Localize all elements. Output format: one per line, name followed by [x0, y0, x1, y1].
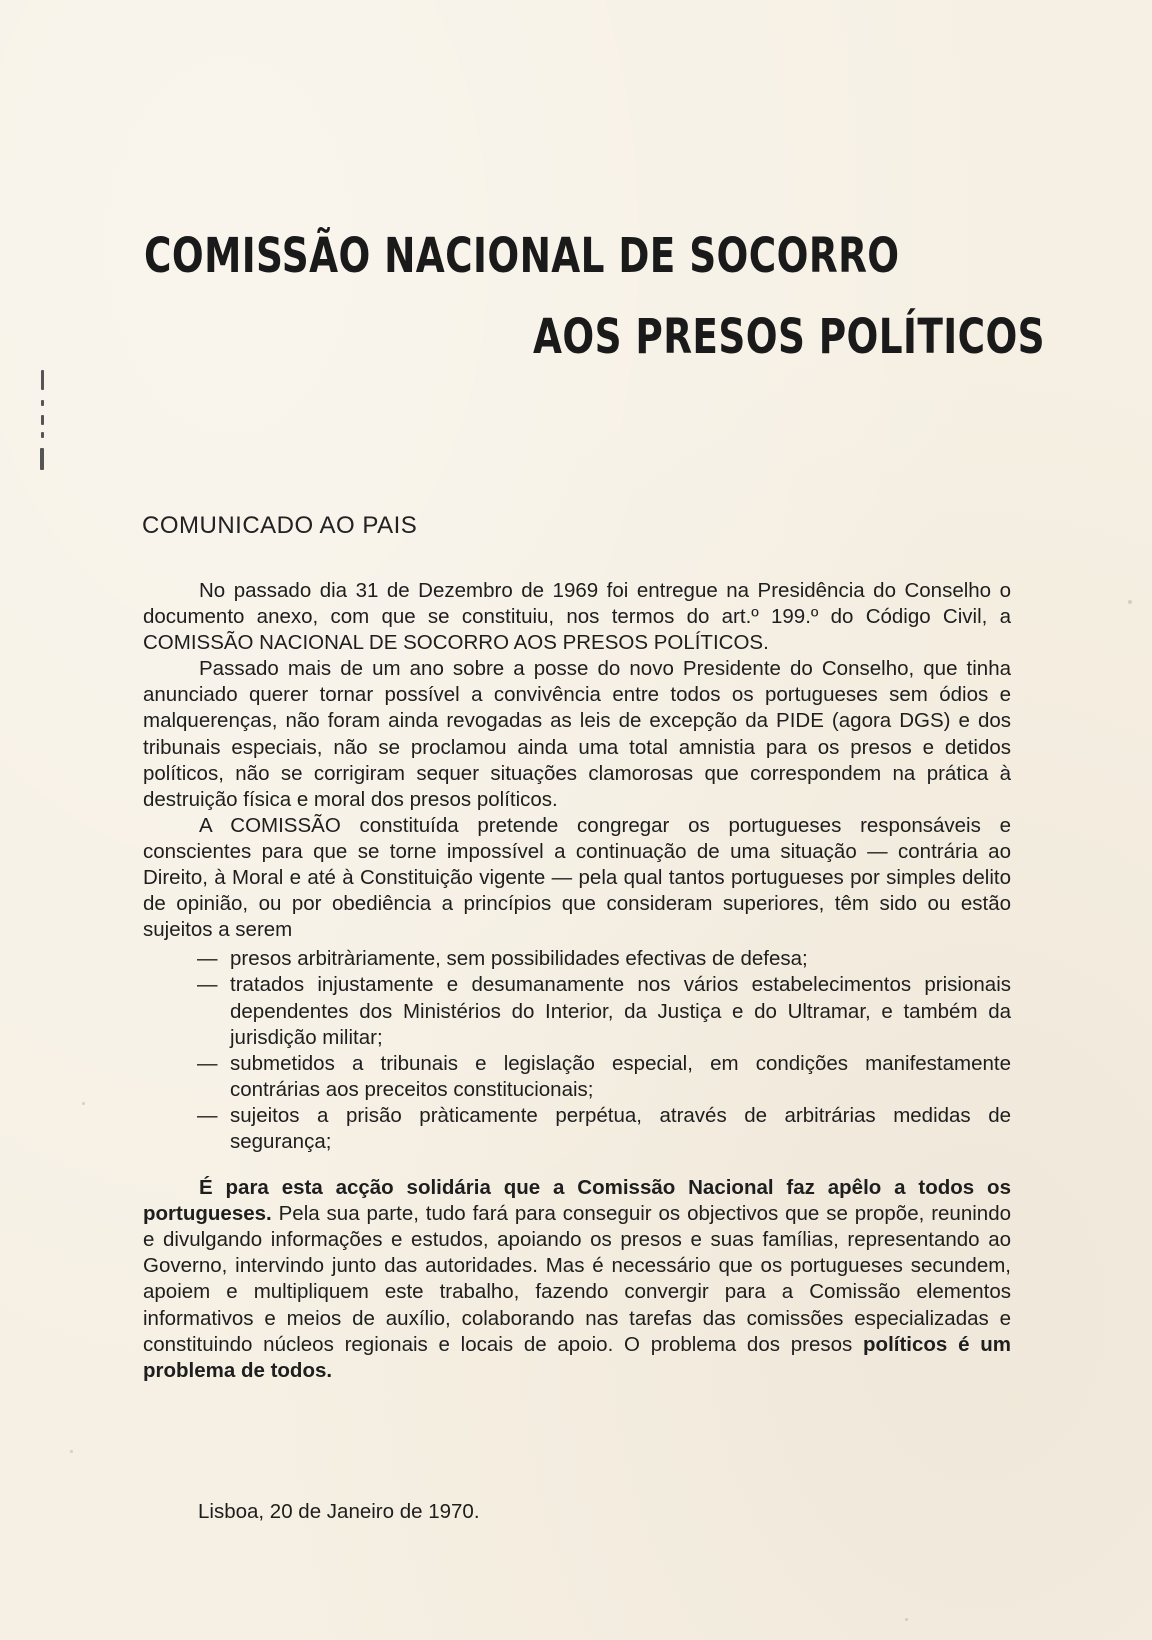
paragraph-2: Passado mais de um ano sobre a posse do novo Presidente do Conselho, que tinha anunciado querer tornar possível a convivência entre todos os portugueses sem ódios e malquerenças, não foram ainda revogadas as leis de excepção da PIDE (agora DGS) e dos tribunais especiais, não se proclamou ainda uma total amnistia para os presos e detidos políticos, não se corrigiram sequer situações clamorosas que correspondem na prática à destruição física e moral dos presos políticos. — [143, 657, 1011, 811]
title-line-2: AOS PRESOS POLÍTICOS — [533, 309, 1046, 365]
list-item — [143, 972, 1011, 1050]
list-item — [143, 1103, 1011, 1155]
list-dash: — — [197, 973, 218, 997]
heading: COMUNICADO AO PAIS — [142, 512, 418, 539]
list-item — [143, 946, 1011, 972]
paragraph-4-end-plain: O problema dos presos — [624, 1332, 864, 1356]
paper-speck — [82, 1102, 85, 1105]
paragraph-3: A COMISSÃO constituída pretende congregar os portugueses responsáveis e conscientes para que se torne impossível a continuação de uma situação — contrária ao Direito, à Moral e até à Constituição vigente — pela qual tantos portugueses por simples delito de opinião, ou por obediência a princípios que consideram superiores, têm sido ou estão sujeitos a serem — [143, 813, 1011, 942]
list-item-text: submetidos a tribunais e legislação especial, em condições manifestamente contrárias aos preceitos constitucionais; — [230, 1051, 1011, 1101]
paragraph-4-bold: É para esta acção solidária que a Comissão Nacional faz apêlo a todos os portugueses. — [143, 1176, 1011, 1226]
paper-speck — [1128, 600, 1132, 604]
list-dash: — — [197, 1103, 218, 1127]
paragraph-4 — [143, 1175, 1011, 1384]
paragraph-1: No passado dia 31 de Dezembro de 1969 foi entregue na Presidência do Conselho o documento anexo, com que se constituiu, nos termos do art.º 199.º do Código Civil, a COMISSÃO NACIONAL DE SOCORRO AOS PRESOS POLÍTICOS. — [143, 579, 1011, 655]
list-item-text: tratados injustamente e desumanamente nos vários estabelecimentos prisionais dependentes dos Ministérios do Interior, da Justiça e do Ultramar, e também da jurisdição militar; — [230, 973, 1011, 1049]
pencil-mark — [40, 370, 45, 480]
list — [143, 946, 1011, 1155]
list-item-text: presos arbitràriamente, sem possibilidades efectivas de defesa; — [230, 947, 808, 971]
paper-speck — [70, 1450, 73, 1453]
paragraph-4-rest: Pela sua parte, tudo fará para conseguir os objectivos que se propõe, reunindo e divulgando informações e estudos, apoiando os presos e suas famílias, representando ao Governo, intervindo junto das autoridades. Mas é necessário que os portugueses secundem, apoiem e multipliquem este trabalho, fazendo convergir para a Comissão elementos informativos e meios de auxílio, colaborando nas tarefas das comissões especializadas e constituindo núcleos regionais e locais de apoio. — [143, 1202, 1011, 1356]
document-body — [143, 578, 1011, 1384]
list-dash: — — [197, 947, 218, 971]
signature-date: Lisboa, 20 de Janeiro de 1970. — [198, 1500, 480, 1523]
list-item — [143, 1051, 1011, 1103]
list-dash: — — [197, 1051, 218, 1075]
paragraph-4-end-bold: políticos é um problema de todos. — [143, 1332, 1011, 1382]
list-item-text: sujeitos a prisão pràticamente perpétua, através de arbitrárias medidas de segurança; — [230, 1103, 1011, 1153]
paper-speck — [905, 1618, 908, 1621]
title-line-1: COMISSÃO NACIONAL DE SOCORRO — [144, 228, 900, 284]
